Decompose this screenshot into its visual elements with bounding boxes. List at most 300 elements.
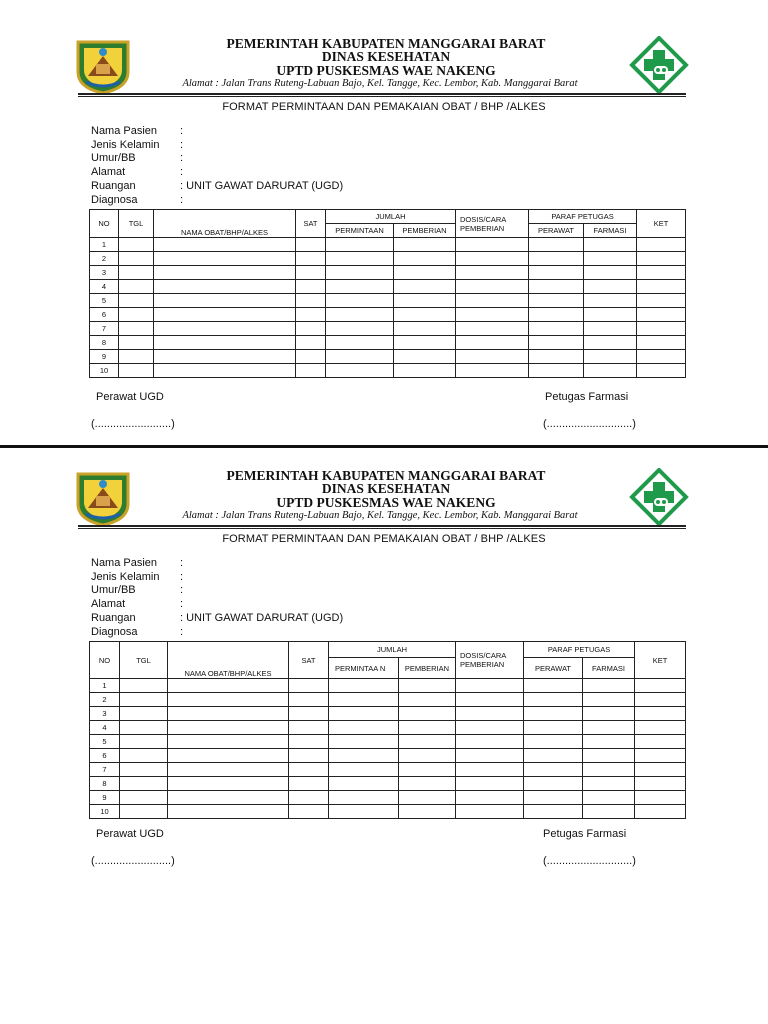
table-cell	[456, 238, 529, 252]
table-cell	[529, 322, 584, 336]
table-cell	[583, 735, 635, 749]
row-number: 1	[90, 679, 120, 693]
table-cell	[583, 721, 635, 735]
table-cell	[399, 777, 456, 791]
header-address: Alamat : Jalan Trans Ruteng-Labuan Bajo, Kel. Tangge, Kec. Lembor, Kab. Manggarai Barat	[182, 510, 578, 521]
table-cell	[326, 336, 394, 350]
row-number: 4	[90, 280, 119, 294]
medication-table	[89, 209, 686, 378]
table-row	[90, 693, 686, 707]
row-number: 9	[90, 350, 119, 364]
form-copy-1	[0, 26, 768, 446]
table-cell	[456, 693, 524, 707]
table-cell	[584, 294, 637, 308]
table-row	[90, 280, 686, 294]
sign-farmasi-label: Petugas Farmasi	[545, 391, 629, 403]
puskesmas-cross-icon	[629, 468, 689, 526]
table-cell	[119, 336, 154, 350]
table-cell	[326, 280, 394, 294]
field-colon: :	[180, 557, 184, 569]
table-cell	[399, 693, 456, 707]
header-address: Alamat : Jalan Trans Ruteng-Labuan Bajo, Kel. Tangge, Kec. Lembor, Kab. Manggarai Barat	[182, 78, 578, 89]
col-no: NO	[90, 210, 119, 238]
table-cell	[456, 791, 524, 805]
table-cell	[635, 707, 686, 721]
table-cell	[524, 791, 583, 805]
table-cell	[120, 679, 168, 693]
table-cell	[456, 707, 524, 721]
row-number: 8	[90, 777, 120, 791]
medication-table	[89, 641, 686, 819]
table-cell	[296, 322, 326, 336]
header-rule	[78, 525, 686, 527]
table-cell	[635, 791, 686, 805]
label-alamat: Alamat	[91, 598, 126, 611]
table-cell	[635, 679, 686, 693]
row-number: 5	[90, 294, 119, 308]
table-cell	[329, 805, 399, 819]
table-cell	[168, 763, 289, 777]
table-cell	[583, 777, 635, 791]
table-cell	[637, 350, 686, 364]
table-row	[90, 707, 686, 721]
table-cell	[399, 735, 456, 749]
table-cell	[120, 735, 168, 749]
row-number: 9	[90, 791, 120, 805]
table-row	[90, 749, 686, 763]
table-cell	[529, 238, 584, 252]
table-row	[90, 721, 686, 735]
table-cell	[524, 763, 583, 777]
sign-perawat-blank: (.........................)	[91, 418, 175, 430]
table-row	[90, 364, 686, 378]
table-row	[90, 735, 686, 749]
table-cell	[168, 735, 289, 749]
table-cell	[154, 308, 296, 322]
table-cell	[326, 322, 394, 336]
table-cell	[637, 308, 686, 322]
col-tgl: TGL	[120, 642, 168, 679]
table-cell	[399, 707, 456, 721]
row-number: 2	[90, 252, 119, 266]
table-cell	[120, 707, 168, 721]
table-cell	[456, 763, 524, 777]
table-cell	[329, 693, 399, 707]
col-pemberian: PEMBERIAN	[394, 224, 456, 238]
col-ket: KET	[635, 642, 686, 679]
table-cell	[524, 679, 583, 693]
page-separator	[0, 445, 768, 448]
table-cell	[326, 252, 394, 266]
table-cell	[583, 707, 635, 721]
col-dosis: DOSIS/CARA PEMBERIAN	[456, 642, 524, 679]
table-cell	[154, 322, 296, 336]
table-cell	[584, 322, 637, 336]
table-cell	[635, 735, 686, 749]
table-cell	[120, 805, 168, 819]
table-cell	[168, 791, 289, 805]
table-cell	[119, 322, 154, 336]
table-row	[90, 322, 686, 336]
table-cell	[584, 266, 637, 280]
table-cell	[584, 336, 637, 350]
table-cell	[168, 805, 289, 819]
col-nama-obat: NAMA OBAT/BHP/ALKES	[154, 210, 296, 238]
row-number: 3	[90, 707, 120, 721]
label-nama-pasien: Nama Pasien	[91, 557, 158, 569]
table-cell	[637, 336, 686, 350]
table-row	[90, 294, 686, 308]
table-cell	[637, 364, 686, 378]
ruangan-value: : UNIT GAWAT DARURAT (UGD)	[180, 179, 344, 192]
table-cell	[637, 322, 686, 336]
table-row	[90, 266, 686, 280]
table-row	[90, 777, 686, 791]
table-cell	[289, 805, 329, 819]
row-number: 4	[90, 721, 120, 735]
table-cell	[529, 364, 584, 378]
table-cell	[120, 791, 168, 805]
table-cell	[583, 679, 635, 693]
row-number: 8	[90, 336, 119, 350]
table-cell	[168, 707, 289, 721]
table-cell	[583, 763, 635, 777]
col-ket: KET	[637, 210, 686, 238]
sign-perawat-blank: (.........................)	[91, 855, 175, 867]
table-cell	[289, 693, 329, 707]
patient-fields	[91, 125, 343, 207]
ruangan-value: : UNIT GAWAT DARURAT (UGD)	[180, 611, 344, 624]
table-cell	[120, 721, 168, 735]
table-cell	[583, 805, 635, 819]
label-umur-bb: Umur/BB	[91, 584, 136, 597]
table-cell	[289, 777, 329, 791]
table-cell	[399, 749, 456, 763]
field-colon: :	[180, 138, 184, 151]
row-number: 2	[90, 693, 120, 707]
table-cell	[635, 721, 686, 735]
table-cell	[394, 336, 456, 350]
table-cell	[296, 252, 326, 266]
table-cell	[154, 252, 296, 266]
label-jenis-kelamin: Jenis Kelamin	[91, 570, 160, 583]
field-colon: :	[180, 570, 184, 583]
table-cell	[456, 280, 529, 294]
table-cell	[326, 350, 394, 364]
table-cell	[329, 763, 399, 777]
table-cell	[119, 294, 154, 308]
form-title: FORMAT PERMINTAAN DAN PEMAKAIAN OBAT / BHP /ALKES	[222, 101, 546, 113]
table-cell	[119, 364, 154, 378]
table-cell	[329, 791, 399, 805]
col-paraf: PARAF PETUGAS	[524, 642, 635, 658]
table-cell	[583, 693, 635, 707]
header-rule-thin	[78, 528, 686, 529]
table-cell	[524, 805, 583, 819]
table-cell	[394, 350, 456, 364]
sign-perawat-label: Perawat UGD	[96, 828, 164, 840]
col-jumlah: JUMLAH	[329, 642, 456, 658]
table-cell	[456, 364, 529, 378]
header-rule	[78, 93, 686, 95]
table-cell	[524, 777, 583, 791]
label-diagnosa: Diagnosa	[91, 193, 138, 206]
col-perawat: PERAWAT	[529, 224, 584, 238]
label-ruangan: Ruangan	[91, 611, 136, 624]
table-cell	[154, 266, 296, 280]
table-cell	[329, 735, 399, 749]
table-cell	[119, 266, 154, 280]
col-nama-obat: NAMA OBAT/BHP/ALKES	[168, 642, 289, 679]
table-cell	[289, 791, 329, 805]
puskesmas-cross-icon	[629, 36, 689, 94]
table-cell	[524, 693, 583, 707]
label-nama-pasien: Nama Pasien	[91, 125, 158, 137]
table-cell	[289, 735, 329, 749]
field-colon: :	[180, 152, 184, 165]
table-cell	[120, 749, 168, 763]
col-no: NO	[90, 642, 120, 679]
table-cell	[329, 707, 399, 721]
header-unit: UPTD PUSKESMAS WAE NAKENG	[276, 495, 496, 510]
table-cell	[456, 308, 529, 322]
table-row	[90, 350, 686, 364]
table-cell	[296, 308, 326, 322]
table-cell	[524, 721, 583, 735]
table-cell	[154, 280, 296, 294]
table-cell	[456, 679, 524, 693]
table-cell	[154, 238, 296, 252]
label-jenis-kelamin: Jenis Kelamin	[91, 138, 160, 151]
table-cell	[456, 777, 524, 791]
table-cell	[289, 721, 329, 735]
row-number: 3	[90, 266, 119, 280]
col-farmasi: FARMASI	[584, 224, 637, 238]
table-cell	[168, 777, 289, 791]
col-permintaan: PERMINTAA N	[329, 658, 399, 679]
row-number: 5	[90, 735, 120, 749]
table-cell	[456, 322, 529, 336]
label-diagnosa: Diagnosa	[91, 625, 138, 638]
table-cell	[529, 252, 584, 266]
table-cell	[456, 350, 529, 364]
form-copy-2	[0, 458, 768, 878]
table-cell	[456, 336, 529, 350]
sign-farmasi-blank: (............................)	[543, 418, 636, 430]
row-number: 6	[90, 749, 120, 763]
table-cell	[119, 308, 154, 322]
table-cell	[456, 294, 529, 308]
table-cell	[637, 266, 686, 280]
table-cell	[456, 749, 524, 763]
header-dept: DINAS KESEHATAN	[321, 49, 451, 64]
table-cell	[584, 238, 637, 252]
table-cell	[399, 763, 456, 777]
table-cell	[637, 280, 686, 294]
table-row	[90, 791, 686, 805]
table-cell	[289, 679, 329, 693]
table-row	[90, 805, 686, 819]
table-cell	[326, 364, 394, 378]
table-cell	[326, 294, 394, 308]
table-cell	[119, 350, 154, 364]
table-cell	[524, 707, 583, 721]
field-colon: :	[180, 625, 184, 638]
table-cell	[529, 294, 584, 308]
table-cell	[326, 266, 394, 280]
table-cell	[529, 280, 584, 294]
table-cell	[120, 693, 168, 707]
row-number: 6	[90, 308, 119, 322]
table-cell	[399, 791, 456, 805]
table-cell	[154, 350, 296, 364]
table-cell	[584, 280, 637, 294]
table-cell	[296, 266, 326, 280]
regency-crest-icon	[74, 38, 132, 94]
table-cell	[584, 364, 637, 378]
table-cell	[168, 693, 289, 707]
sign-perawat-label: Perawat UGD	[96, 391, 164, 403]
field-colon: :	[180, 584, 184, 597]
table-cell	[289, 707, 329, 721]
row-number: 10	[90, 364, 119, 378]
col-tgl: TGL	[119, 210, 154, 238]
table-row	[90, 252, 686, 266]
table-cell	[529, 266, 584, 280]
table-cell	[394, 364, 456, 378]
table-cell	[584, 308, 637, 322]
table-cell	[154, 294, 296, 308]
table-cell	[394, 238, 456, 252]
table-cell	[583, 749, 635, 763]
table-cell	[289, 749, 329, 763]
label-ruangan: Ruangan	[91, 179, 136, 192]
table-cell	[637, 252, 686, 266]
table-cell	[456, 721, 524, 735]
table-cell	[296, 336, 326, 350]
regency-crest-icon	[74, 470, 132, 526]
header-gov: PEMERINTAH KABUPATEN MANGGARAI BARAT	[226, 36, 546, 51]
patient-fields	[91, 557, 343, 639]
table-cell	[296, 238, 326, 252]
table-cell	[168, 749, 289, 763]
table-cell	[329, 679, 399, 693]
table-cell	[326, 308, 394, 322]
row-number: 7	[90, 763, 120, 777]
sign-farmasi-blank: (............................)	[543, 855, 636, 867]
table-cell	[456, 266, 529, 280]
table-cell	[296, 294, 326, 308]
col-sat: SAT	[289, 642, 329, 679]
col-pemberian: PEMBERIAN	[399, 658, 456, 679]
table-cell	[329, 721, 399, 735]
field-colon: :	[180, 598, 184, 611]
table-cell	[120, 777, 168, 791]
col-paraf: PARAF PETUGAS	[529, 210, 637, 224]
table-cell	[394, 308, 456, 322]
table-cell	[289, 763, 329, 777]
col-sat: SAT	[296, 210, 326, 238]
header-gov: PEMERINTAH KABUPATEN MANGGARAI BARAT	[226, 468, 546, 483]
table-cell	[329, 777, 399, 791]
col-perawat: PERAWAT	[524, 658, 583, 679]
table-cell	[296, 350, 326, 364]
table-cell	[394, 294, 456, 308]
table-cell	[635, 805, 686, 819]
header-unit: UPTD PUSKESMAS WAE NAKENG	[276, 63, 496, 78]
label-alamat: Alamat	[91, 166, 126, 179]
table-cell	[399, 805, 456, 819]
table-row	[90, 238, 686, 252]
table-cell	[637, 294, 686, 308]
table-cell	[635, 693, 686, 707]
table-row	[90, 308, 686, 322]
row-number: 10	[90, 805, 120, 819]
table-cell	[456, 805, 524, 819]
table-cell	[394, 252, 456, 266]
table-cell	[119, 280, 154, 294]
table-cell	[399, 679, 456, 693]
table-cell	[524, 735, 583, 749]
header-rule-thin	[78, 96, 686, 97]
table-cell	[394, 322, 456, 336]
table-cell	[296, 364, 326, 378]
table-cell	[456, 735, 524, 749]
col-farmasi: FARMASI	[583, 658, 635, 679]
table-cell	[584, 350, 637, 364]
row-number: 1	[90, 238, 119, 252]
table-cell	[154, 364, 296, 378]
table-cell	[168, 721, 289, 735]
table-cell	[399, 721, 456, 735]
form-title: FORMAT PERMINTAAN DAN PEMAKAIAN OBAT / BHP /ALKES	[222, 533, 546, 545]
table-cell	[394, 280, 456, 294]
table-cell	[326, 238, 394, 252]
table-cell	[635, 749, 686, 763]
table-cell	[154, 336, 296, 350]
header-dept: DINAS KESEHATAN	[321, 481, 451, 496]
table-cell	[529, 308, 584, 322]
table-cell	[583, 791, 635, 805]
table-row	[90, 336, 686, 350]
table-cell	[529, 350, 584, 364]
table-cell	[637, 238, 686, 252]
table-cell	[635, 763, 686, 777]
table-cell	[119, 238, 154, 252]
table-cell	[329, 749, 399, 763]
table-row	[90, 763, 686, 777]
col-permintaan: PERMINTAAN	[326, 224, 394, 238]
field-colon: :	[180, 193, 184, 206]
table-cell	[120, 763, 168, 777]
table-cell	[119, 252, 154, 266]
table-cell	[168, 679, 289, 693]
table-cell	[456, 252, 529, 266]
col-jumlah: JUMLAH	[326, 210, 456, 224]
table-row	[90, 679, 686, 693]
field-colon: :	[180, 166, 184, 179]
table-cell	[529, 336, 584, 350]
table-cell	[584, 252, 637, 266]
col-dosis: DOSIS/CARA PEMBERIAN	[456, 210, 529, 238]
table-cell	[635, 777, 686, 791]
table-cell	[296, 280, 326, 294]
row-number: 7	[90, 322, 119, 336]
sign-farmasi-label: Petugas Farmasi	[543, 828, 627, 840]
field-colon: :	[180, 125, 184, 137]
table-cell	[394, 266, 456, 280]
table-cell	[524, 749, 583, 763]
